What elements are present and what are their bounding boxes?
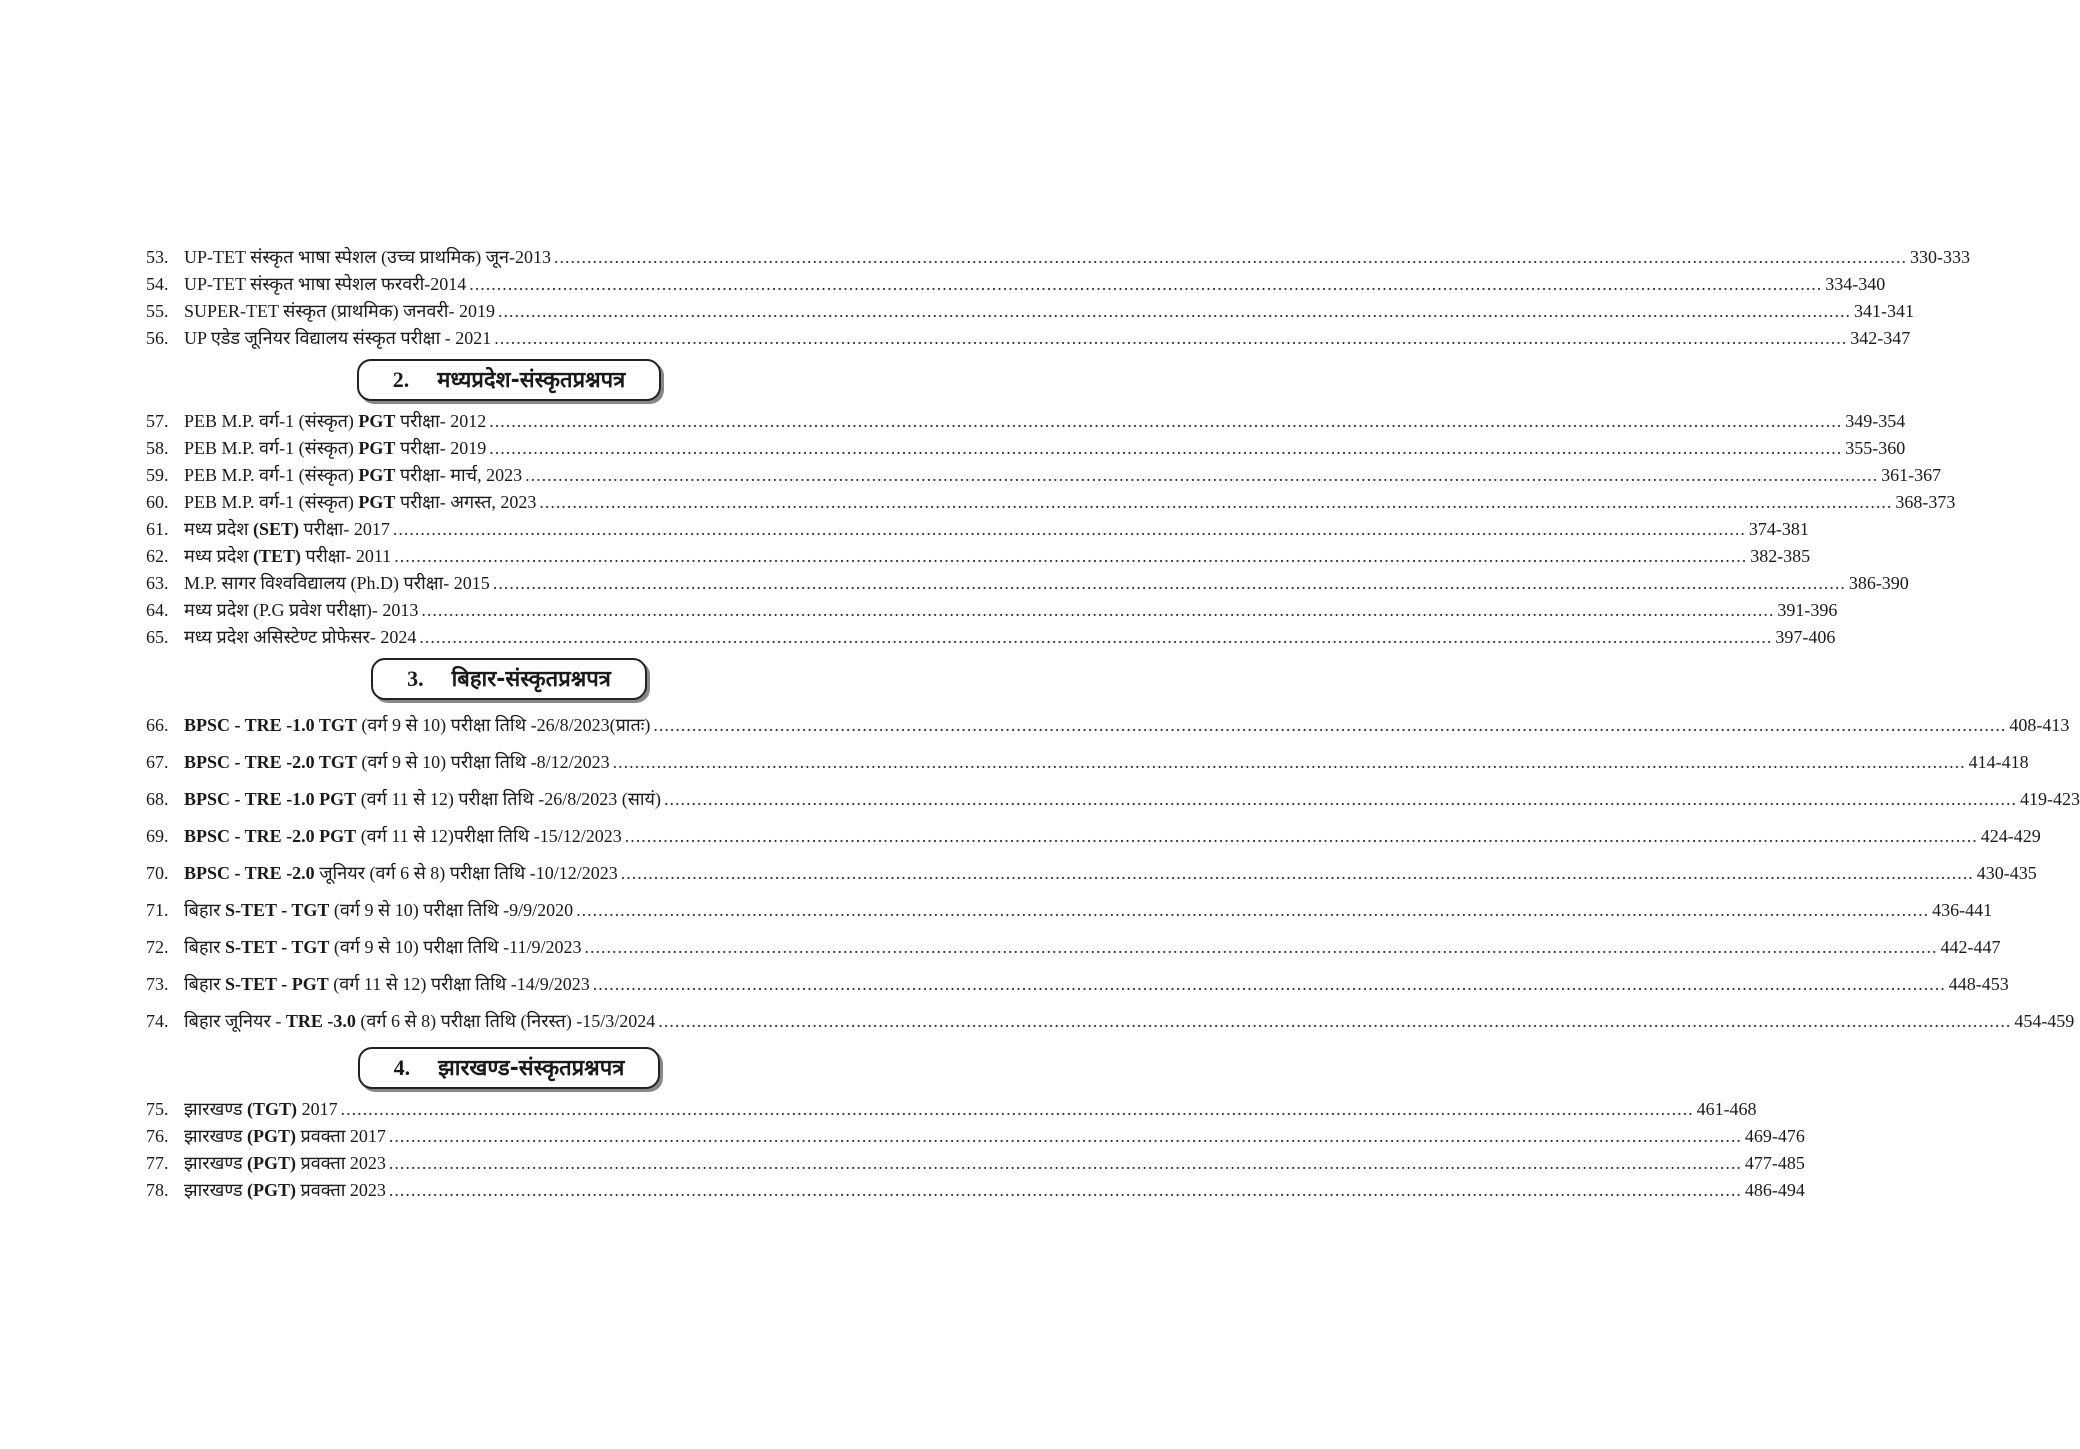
entry-title-text: झारखण्ड xyxy=(184,1099,248,1119)
toc-entry xyxy=(146,597,1838,624)
toc-entry xyxy=(146,818,2041,855)
entry-title xyxy=(184,1096,338,1123)
entry-number: 56. xyxy=(146,328,169,348)
entry-pages: 349-354 xyxy=(1845,411,1906,431)
entry-title-text: PEB M.P. वर्ग-1 (संस्कृत) xyxy=(184,465,359,485)
entry-number: 69. xyxy=(146,826,169,846)
entry-number: 63. xyxy=(146,573,169,593)
toc-entry xyxy=(146,489,1956,516)
entry-title-suffix: (वर्ग 9 से 10) परीक्षा तिथि -8/12/2023 xyxy=(356,752,610,772)
entry-number: 75. xyxy=(146,1099,169,1119)
section-heading-wrapper xyxy=(146,359,872,401)
entry-number: 59. xyxy=(146,465,169,485)
leader-dots xyxy=(421,597,1774,624)
toc-entry xyxy=(146,1177,1805,1204)
entry-title xyxy=(184,707,650,744)
leader-dots xyxy=(576,892,1929,929)
entry-title-text: UP-TET संस्कृत भाषा स्पेशल फरवरी-2014 xyxy=(184,274,467,294)
entry-title-suffix: प्रवक्ता 2017 xyxy=(296,1126,386,1146)
entry-title-bold: (PGT) xyxy=(247,1153,297,1173)
entry-number: 55. xyxy=(146,301,169,321)
entry-title xyxy=(184,597,418,624)
entry-title-suffix: परीक्षा- 2019 xyxy=(395,438,487,458)
leader-dots xyxy=(539,489,1892,516)
entry-title xyxy=(184,966,590,1003)
section-heading xyxy=(371,658,647,700)
entry-title-bold: BPSC - TRE -2.0 PGT xyxy=(184,826,357,846)
entry-title-suffix: प्रवक्ता 2023 xyxy=(296,1180,386,1200)
entry-title-text: झारखण्ड xyxy=(184,1153,248,1173)
entry-pages: 469-476 xyxy=(1744,1126,1805,1146)
entry-number: 76. xyxy=(146,1126,169,1146)
entry-title xyxy=(184,489,536,516)
section-heading xyxy=(357,359,662,401)
toc-entry xyxy=(146,624,1836,651)
entry-title-text: झारखण्ड xyxy=(184,1180,248,1200)
entry-title-suffix: परीक्षा- मार्च, 2023 xyxy=(395,465,523,485)
entry-pages: 382-385 xyxy=(1750,546,1811,566)
entry-title xyxy=(184,781,661,818)
entry-pages: 486-494 xyxy=(1744,1180,1805,1200)
toc-entry xyxy=(146,325,1911,352)
entry-title-suffix: परीक्षा- 2011 xyxy=(301,546,392,566)
entry-title-bold: (PGT) xyxy=(247,1126,297,1146)
entry-title-bold: BPSC - TRE -2.0 TGT xyxy=(184,752,357,772)
section-heading-wrapper xyxy=(146,1047,872,1089)
entry-title-text: मध्य प्रदेश xyxy=(184,519,254,539)
entry-title-suffix: 2017 xyxy=(297,1099,338,1119)
entry-pages: 397-406 xyxy=(1775,627,1836,647)
entry-pages: 414-418 xyxy=(1968,752,2029,772)
entry-title-suffix: (वर्ग 11 से 12)परीक्षा तिथि -15/12/2023 xyxy=(356,826,622,846)
entry-title-suffix: प्रवक्ता 2023 xyxy=(296,1153,386,1173)
leader-dots xyxy=(493,570,1846,597)
entry-pages: 391-396 xyxy=(1777,600,1838,620)
leader-dots xyxy=(621,855,1974,892)
entry-title xyxy=(184,1177,386,1204)
leader-dots xyxy=(494,325,1847,352)
entry-title xyxy=(184,818,622,855)
entry-title xyxy=(184,462,522,489)
toc-entry xyxy=(146,966,2009,1003)
entry-number: 53. xyxy=(146,247,169,267)
entry-title xyxy=(184,1123,386,1150)
entry-title-text: बिहार xyxy=(184,937,226,957)
entry-title-suffix: परीक्षा- 2017 xyxy=(299,519,390,539)
leader-dots xyxy=(389,1177,1742,1204)
section-number: 2. xyxy=(392,367,410,392)
entry-title xyxy=(184,624,416,651)
entry-number: 64. xyxy=(146,600,169,620)
leader-dots xyxy=(593,966,1946,1003)
leader-dots xyxy=(653,707,2006,744)
entry-pages: 419-423 xyxy=(2019,789,2080,809)
entry-pages: 374-381 xyxy=(1748,519,1809,539)
toc-entry xyxy=(146,516,1809,543)
entry-title xyxy=(184,408,486,435)
section-title: झारखण्ड-संस्कृतप्रश्नपत्र xyxy=(438,1056,625,1081)
entry-pages: 330-333 xyxy=(1910,247,1971,267)
entry-pages: 368-373 xyxy=(1895,492,1956,512)
entry-title-bold: S-TET - TGT xyxy=(225,900,330,920)
entry-pages: 477-485 xyxy=(1744,1153,1805,1173)
toc-entry xyxy=(146,543,1811,570)
entry-title-bold: PGT xyxy=(358,411,396,431)
toc-entry xyxy=(146,744,2029,781)
entry-title-suffix: जूनियर (वर्ग 6 से 8) परीक्षा तिथि -10/12/2023 xyxy=(314,863,618,883)
entry-pages: 361-367 xyxy=(1881,465,1942,485)
entry-title-text: M.P. सागर विश्वविद्यालय (Ph.D) परीक्षा- 2015 xyxy=(184,573,490,593)
toc-entry xyxy=(146,408,1906,435)
entry-title-text: मध्य प्रदेश (P.G प्रवेश परीक्षा)- 2013 xyxy=(184,600,419,620)
entry-title-bold: (TET) xyxy=(253,546,302,566)
entry-number: 58. xyxy=(146,438,169,458)
toc-entry xyxy=(146,298,1914,325)
entry-title-text: PEB M.P. वर्ग-1 (संस्कृत) xyxy=(184,438,359,458)
entry-title-bold: S-TET - PGT xyxy=(225,974,329,994)
leader-dots xyxy=(389,1150,1742,1177)
toc-entry xyxy=(146,707,2070,744)
entry-title-suffix: (वर्ग 9 से 10) परीक्षा तिथि -11/9/2023 xyxy=(329,937,582,957)
entry-pages: 454-459 xyxy=(2014,1011,2075,1031)
toc-entry xyxy=(146,892,1993,929)
entry-title-suffix: परीक्षा- अगस्त, 2023 xyxy=(395,492,537,512)
entry-number: 67. xyxy=(146,752,169,772)
entry-title-text: UP एडेड जूनियर विद्यालय संस्कृत परीक्षा - 2021 xyxy=(184,328,492,348)
entry-pages: 342-347 xyxy=(1850,328,1911,348)
entry-title xyxy=(184,1150,386,1177)
entry-title-text: बिहार जूनियर - xyxy=(184,1011,286,1031)
leader-dots xyxy=(658,1003,2011,1040)
leader-dots xyxy=(393,516,1746,543)
leader-dots xyxy=(394,543,1747,570)
leader-dots xyxy=(525,462,1878,489)
entry-title-text: UP-TET संस्कृत भाषा स्पेशल (उच्च प्राथमिक) जून-2013 xyxy=(184,247,552,267)
toc-entry xyxy=(146,1096,1757,1123)
entry-number: 77. xyxy=(146,1153,169,1173)
section-title: बिहार-संस्कृतप्रश्नपत्र xyxy=(451,667,611,692)
section-number: 4. xyxy=(393,1055,411,1080)
entry-title-suffix: (वर्ग 11 से 12) परीक्षा तिथि -14/9/2023 xyxy=(328,974,590,994)
entry-pages: 408-413 xyxy=(2009,715,2070,735)
leader-dots xyxy=(498,298,1851,325)
leader-dots xyxy=(584,929,1937,966)
entry-title-suffix: (वर्ग 9 से 10) परीक्षा तिथि -9/9/2020 xyxy=(329,900,574,920)
entry-title xyxy=(184,435,486,462)
leader-dots xyxy=(389,1123,1742,1150)
entry-title-suffix: (वर्ग 9 से 10) परीक्षा तिथि -26/8/2023(प्रातः) xyxy=(356,715,651,735)
entry-title xyxy=(184,855,618,892)
entry-title-text: बिहार xyxy=(184,900,226,920)
entry-title xyxy=(184,325,491,352)
entry-title-bold: PGT xyxy=(358,465,396,485)
entry-title xyxy=(184,929,581,966)
entry-pages: 461-468 xyxy=(1696,1099,1757,1119)
leader-dots xyxy=(489,408,1842,435)
entry-title-text: PEB M.P. वर्ग-1 (संस्कृत) xyxy=(184,492,359,512)
entry-title-bold: S-TET - TGT xyxy=(225,937,330,957)
toc-entry xyxy=(146,462,1942,489)
entry-title-bold: BPSC - TRE -1.0 PGT xyxy=(184,789,357,809)
entry-number: 74. xyxy=(146,1011,169,1031)
entry-title-bold: PGT xyxy=(358,492,396,512)
toc-entry xyxy=(146,1123,1805,1150)
entry-title-text: SUPER-TET संस्कृत (प्राथमिक) जनवरी- 2019 xyxy=(184,301,495,321)
entry-pages: 424-429 xyxy=(1980,826,2041,846)
entry-number: 60. xyxy=(146,492,169,512)
entry-number: 61. xyxy=(146,519,169,539)
entry-pages: 430-435 xyxy=(1976,863,2037,883)
leader-dots xyxy=(341,1096,1694,1123)
entry-number: 57. xyxy=(146,411,169,431)
entry-title-text: PEB M.P. वर्ग-1 (संस्कृत) xyxy=(184,411,359,431)
entry-number: 70. xyxy=(146,863,169,883)
entry-number: 68. xyxy=(146,789,169,809)
entry-number: 72. xyxy=(146,937,169,957)
entry-title-bold: BPSC - TRE -2.0 xyxy=(184,863,315,883)
toc-entry xyxy=(146,244,1971,271)
entry-title xyxy=(184,892,573,929)
toc-entry xyxy=(146,435,1906,462)
entry-pages: 334-340 xyxy=(1825,274,1886,294)
entry-title-suffix: परीक्षा- 2012 xyxy=(395,411,487,431)
toc-entry xyxy=(146,855,2037,892)
leader-dots xyxy=(469,271,1822,298)
section-heading xyxy=(358,1047,661,1089)
entry-title xyxy=(184,271,466,298)
section-number: 3. xyxy=(407,666,424,691)
entry-title-bold: (PGT) xyxy=(247,1180,297,1200)
entry-title-text: मध्य प्रदेश xyxy=(184,546,254,566)
entry-title xyxy=(184,244,551,271)
entry-title-text: मध्य प्रदेश असिस्टेण्ट प्रोफेसर- 2024 xyxy=(184,627,417,647)
entry-number: 62. xyxy=(146,546,169,566)
section-heading-wrapper xyxy=(146,658,872,700)
entry-number: 78. xyxy=(146,1180,169,1200)
entry-number: 54. xyxy=(146,274,169,294)
toc-entry xyxy=(146,271,1886,298)
entry-number: 71. xyxy=(146,900,169,920)
entry-title-bold: (TGT) xyxy=(247,1099,298,1119)
entry-title-text: झारखण्ड xyxy=(184,1126,248,1146)
toc-entry xyxy=(146,781,2080,818)
entry-pages: 355-360 xyxy=(1845,438,1906,458)
entry-pages: 448-453 xyxy=(1948,974,2009,994)
entry-title-bold: (SET) xyxy=(253,519,300,539)
leader-dots xyxy=(419,624,1772,651)
leader-dots xyxy=(664,781,2017,818)
entry-number: 66. xyxy=(146,715,169,735)
entry-number: 65. xyxy=(146,627,169,647)
entry-title-text: बिहार xyxy=(184,974,226,994)
entry-title xyxy=(184,744,610,781)
entry-title-suffix: (वर्ग 11 से 12) परीक्षा तिथि -26/8/2023 (सायं) xyxy=(356,789,661,809)
entry-pages: 386-390 xyxy=(1848,573,1909,593)
table-of-contents xyxy=(146,244,2080,1204)
toc-entry xyxy=(146,570,1909,597)
entry-pages: 436-441 xyxy=(1932,900,1993,920)
leader-dots xyxy=(489,435,1842,462)
entry-pages: 442-447 xyxy=(1940,937,2001,957)
entry-number: 73. xyxy=(146,974,169,994)
entry-title-suffix: (वर्ग 6 से 8) परीक्षा तिथि (निरस्त) -15/3/2024 xyxy=(355,1011,656,1031)
entry-title-bold: TRE -3.0 xyxy=(285,1011,356,1031)
toc-entry xyxy=(146,929,2001,966)
toc-entry xyxy=(146,1003,2075,1040)
entry-title xyxy=(184,543,391,570)
entry-title xyxy=(184,516,390,543)
entry-title xyxy=(184,1003,655,1040)
leader-dots xyxy=(554,244,1907,271)
toc-entry xyxy=(146,1150,1805,1177)
entry-title-bold: PGT xyxy=(358,438,396,458)
entry-title xyxy=(184,298,495,325)
entry-title-bold: BPSC - TRE -1.0 TGT xyxy=(184,715,357,735)
section-title: मध्यप्रदेश-संस्कृतप्रश्नपत्र xyxy=(437,368,626,393)
leader-dots xyxy=(613,744,1966,781)
entry-pages: 341-341 xyxy=(1853,301,1914,321)
entry-title xyxy=(184,570,490,597)
leader-dots xyxy=(625,818,1978,855)
